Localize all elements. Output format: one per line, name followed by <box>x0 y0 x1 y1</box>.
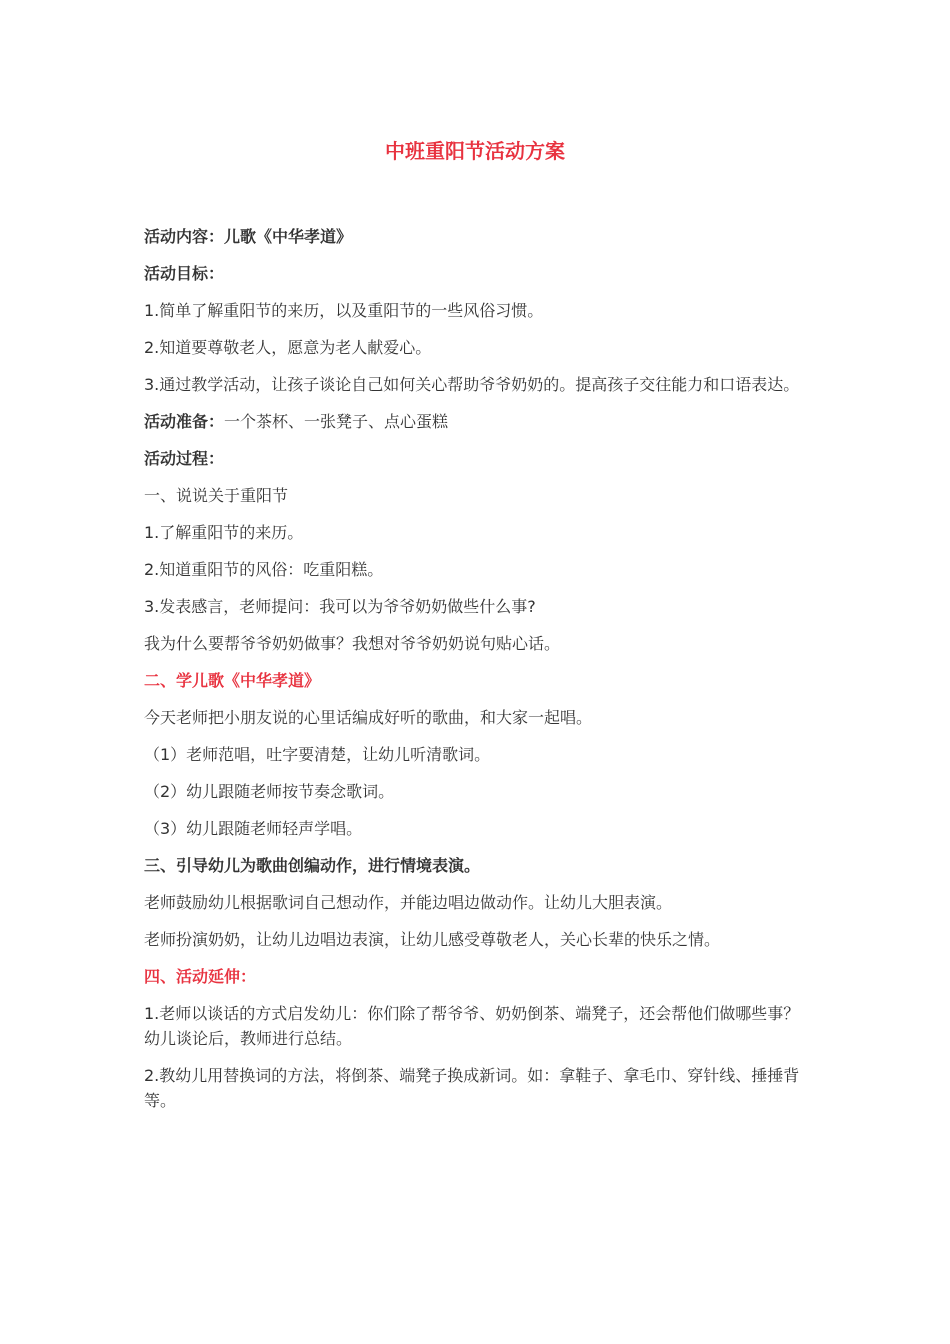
section-1-item: 2.知道重阳节的风俗：吃重阳糕。 <box>144 560 384 579</box>
section-4-item: 2.教幼儿用替换词的方法，将倒茶、端凳子换成新词。如：拿鞋子、拿毛巾、穿针线、捶捶背等。 <box>144 1066 800 1110</box>
activity-prep-value: 一个茶杯、一张凳子、点心蛋糕 <box>224 412 449 431</box>
section-2-item: （3）幼儿跟随老师轻声学唱。 <box>144 819 363 838</box>
section-2-heading: 二、学儿歌《中华孝道》 <box>144 671 321 690</box>
goal-item: 3.通过教学活动，让孩子谈论自己如何关心帮助爷爷奶奶的。提高孩子交往能力和口语表达。 <box>144 375 800 394</box>
section-1-item: 3.发表感言，老师提问：我可以为爷爷奶奶做些什么事? <box>144 597 536 616</box>
section-2-intro: 今天老师把小朋友说的心里话编成好听的歌曲，和大家一起唱。 <box>144 708 593 727</box>
section-1-item: 1.了解重阳节的来历。 <box>144 523 304 542</box>
activity-content-label: 活动内容： <box>144 227 225 246</box>
activity-prep-line <box>144 409 808 434</box>
section-3-item: 老师扮演奶奶，让幼儿边唱边表演，让幼儿感受尊敬老人，关心长辈的快乐之情。 <box>144 930 721 949</box>
goal-item: 2.知道要尊敬老人，愿意为老人献爱心。 <box>144 338 432 357</box>
activity-prep-label: 活动准备： <box>144 412 225 431</box>
goal-item: 1.简单了解重阳节的来历，以及重阳节的一些风俗习惯。 <box>144 301 544 320</box>
section-2-item: （2）幼儿跟随老师按节奏念歌词。 <box>144 782 395 801</box>
activity-goals-label: 活动目标： <box>144 264 225 283</box>
section-4-heading: 四、活动延伸： <box>144 967 257 986</box>
activity-process-label: 活动过程： <box>144 449 225 468</box>
section-1-heading: 一、说说关于重阳节 <box>144 486 289 505</box>
section-4-item: 1.老师以谈话的方式启发幼儿：你们除了帮爷爷、奶奶倒茶、端凳子，还会帮他们做哪些事？幼儿谈论后，教师进行总结。 <box>144 1004 800 1048</box>
section-2-item: （1）老师范唱，吐字要清楚，让幼儿听清歌词。 <box>144 745 491 764</box>
section-1-item: 我为什么要帮爷爷奶奶做事？我想对爷爷奶奶说句贴心话。 <box>144 634 561 653</box>
document-title: 中班重阳节活动方案 <box>385 139 565 163</box>
activity-content-value: 儿歌《中华孝道》 <box>224 227 353 246</box>
section-3-heading: 三、引导幼儿为歌曲创编动作，进行情境表演。 <box>144 856 481 875</box>
document-body <box>144 224 808 1125</box>
section-3-item: 老师鼓励幼儿根据歌词自己想动作，并能边唱边做动作。让幼儿大胆表演。 <box>144 893 673 912</box>
activity-content-line <box>144 224 808 249</box>
